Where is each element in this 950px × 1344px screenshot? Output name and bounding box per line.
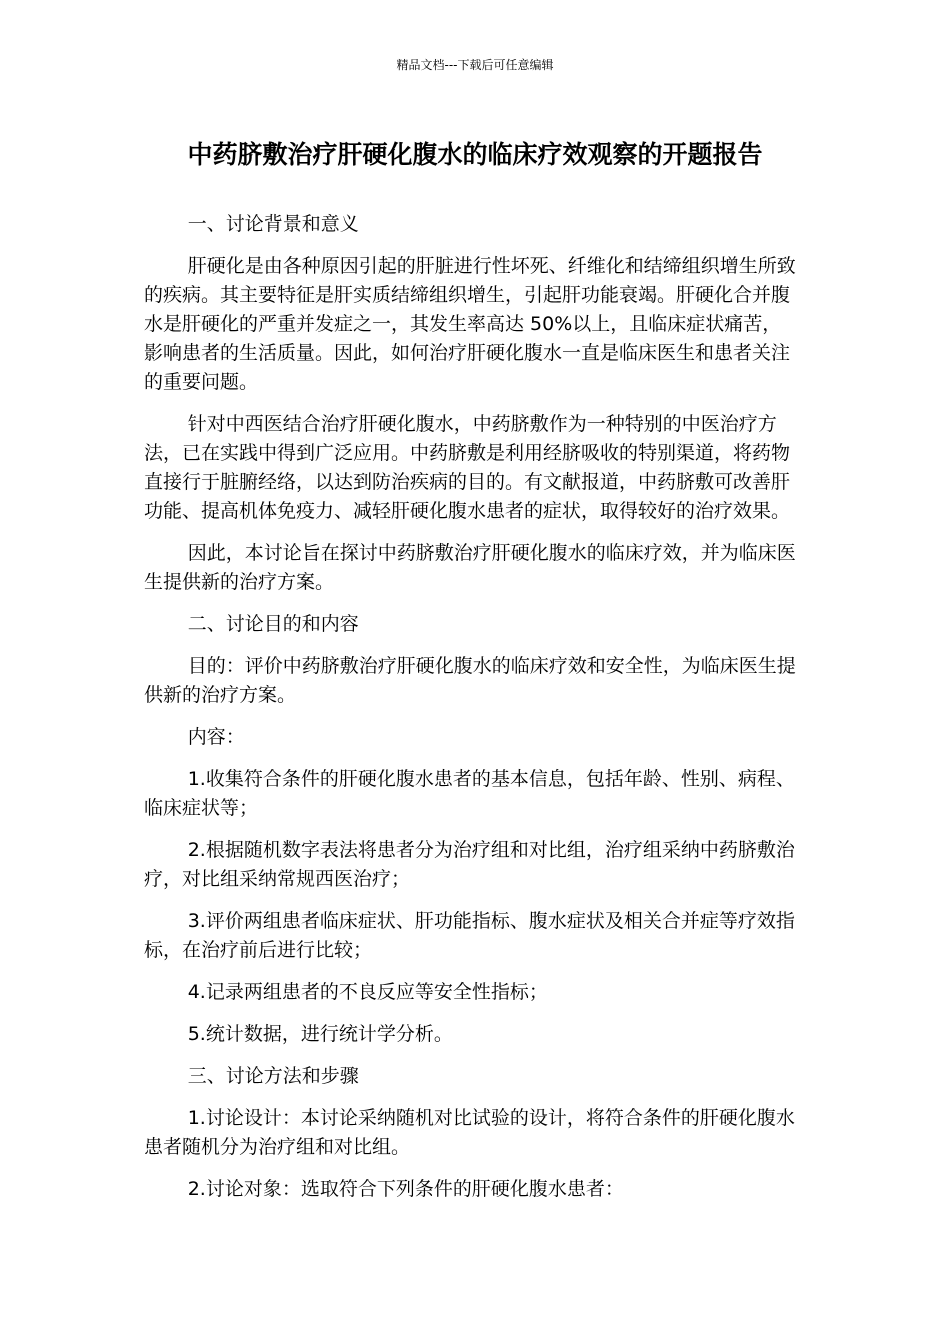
section-heading-purpose: 二、讨论目的和内容 [187,613,359,635]
list-item-content-4: 4.记录两组患者的不良反应等安全性指标； [187,981,548,1003]
paragraph-purpose: 目的：评价中药脐敷治疗肝硬化腹水的临床疗效和安全性，为临床医生提供新的治疗方案。 [144,655,796,706]
list-item-content-2: 2.根据随机数字表法将患者分为治疗组和对比组，治疗组采纳中药脐敷治疗，对比组采纳常规西医治疗； [144,839,795,890]
document-body [144,210,796,1217]
paragraph-background-1: 肝硬化是由各种原因引起的肝脏进行性坏死、纤维化和结缔组织增生所致的疾病。其主要特征是肝实质结缔组织增生，引起肝功能衰竭。肝硬化合并腹水是肝硬化的严重并发症之一，其发生率高达 50%以上，且临床症状痛苦，影响患者的生活质量。因此，如何治疗肝硬化腹水一直是临床医生和患者关注的重要问题。 [144,255,796,393]
list-item-content-3: 3.评价两组患者临床症状、肝功能指标、腹水症状及相关合并症等疗效指标，在治疗前后进行比较； [144,910,795,961]
paragraph-content-label: 内容： [187,726,245,748]
paragraph-background-2: 针对中西医结合治疗肝硬化腹水，中药脐敷作为一种特别的中医治疗方法，已在实践中得到广泛应用。中药脐敷是利用经脐吸收的特别渠道，将药物直接行于脏腑经络，以达到防治疾病的目的。有文献报道，中药脐敷可改善肝功能、提高机体免疫力、减轻肝硬化腹水患者的症状，取得较好的治疗效果。 [144,413,791,522]
list-item-content-1: 1.收集符合条件的肝硬化腹水患者的基本信息，包括年龄、性别、病程、临床症状等； [144,768,795,819]
list-item-content-5: 5.统计数据，进行统计学分析。 [187,1023,453,1045]
list-item-method-2: 2.讨论对象：选取符合下列条件的肝硬化腹水患者： [187,1178,624,1200]
paragraph-background-3: 因此，本讨论旨在探讨中药脐敷治疗肝硬化腹水的临床疗效，并为临床医生提供新的治疗方案。 [144,542,796,593]
header-note: 精品文档---下载后可任意编辑 [396,58,554,72]
list-item-method-1: 1.讨论设计：本讨论采纳随机对比试验的设计，将符合条件的肝硬化腹水患者随机分为治疗组和对比组。 [144,1107,795,1158]
section-heading-background: 一、讨论背景和意义 [187,213,359,235]
section-heading-methods: 三、讨论方法和步骤 [187,1065,359,1087]
document-title: 中药脐敷治疗肝硬化腹水的临床疗效观察的开题报告 [187,140,763,169]
